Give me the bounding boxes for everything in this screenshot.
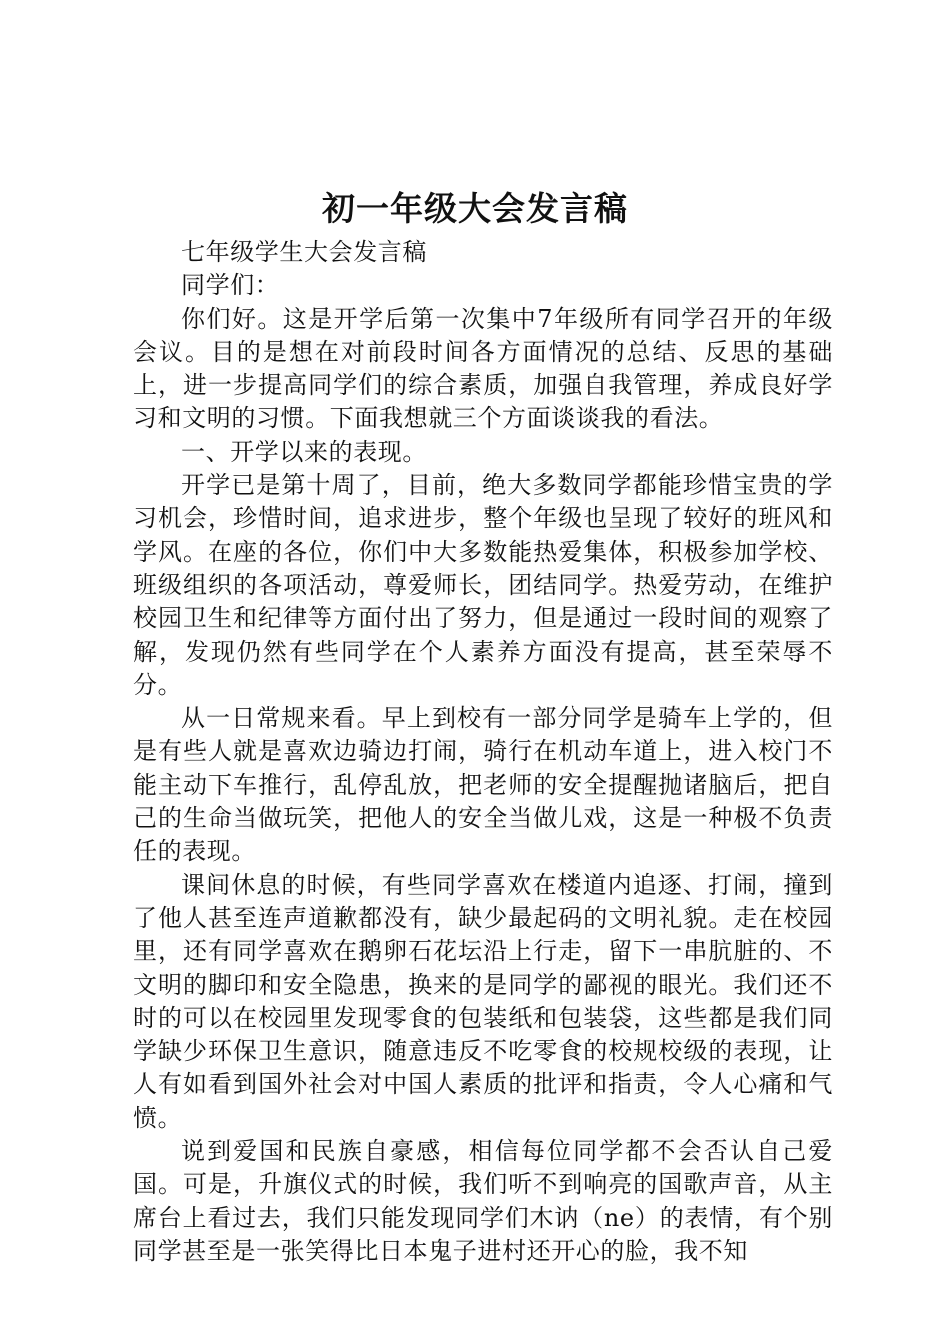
document-title: 初一年级大会发言稿 [322,189,628,228]
body-paragraph: 开学已是第十周了，目前，绝大多数同学都能珍惜宝贵的学习机会，珍惜时间，追求进步，整个年级也呈现了较好的班风和学风。在座的各位，你们中大多数能热爱集体，积极参加学校、班级组织的各项活动，尊爱师长，团结同学。热爱劳动，在维护校园卫生和纪律等方面付出了努力，但是通过一段时间的观察了解，发现仍然有些同学在个人素养方面没有提高，甚至荣辱不分。 [133,471,833,699]
body-paragraph: 你们好。这是开学后第一次集中7年级所有同学召开的年级会议。目的是想在对前段时间各方面情况的总结、反思的基础上，进一步提高同学们的综合素质，加强自我管理，养成良好学习和文明的习惯。下面我想就三个方面谈谈我的看法。 [133,304,833,433]
document-body [133,236,833,1268]
subtitle-paragraph: 七年级学生大会发言稿 [181,238,427,266]
body-paragraph: 从一日常规来看。早上到校有一部分同学是骑车上学的，但是有些人就是喜欢边骑边打闹，骑行在机动车道上，进入校门不能主动下车推行，乱停乱放，把老师的安全提醒抛诸脑后，把自己的生命当做玩笑，把他人的安全当做儿戏，这是一种极不负责任的表现。 [133,704,833,866]
body-paragraph: 课间休息的时候，有些同学喜欢在楼道内追逐、打闹，撞到了他人甚至连声道歉都没有，缺少最起码的文明礼貌。走在校园里，还有同学喜欢在鹅卵石花坛沿上行走，留下一串肮脏的、不文明的脚印和安全隐患，换来的是同学的鄙视的眼光。我们还不时的可以在校园里发现零食的包装纸和包装袋，这些都是我们同学缺少环保卫生意识，随意违反不吃零食的校规校级的表现，让人有如看到国外社会对中国人素质的批评和指责，令人心痛和气愤。 [133,870,833,1132]
salutation-paragraph: 同学们： [181,271,280,300]
body-paragraph: 说到爱国和民族自豪感，相信每位同学都不会否认自己爱国。可是，升旗仪式的时候，我们听不到响亮的国歌声音，从主席台上看过去，我们只能发现同学们木讷（ne）的表情，有个别同学甚至是一张笑得比日本鬼子进村还开心的脸，我不知 [133,1137,833,1265]
section-heading: 一、开学以来的表现。 [181,437,427,466]
